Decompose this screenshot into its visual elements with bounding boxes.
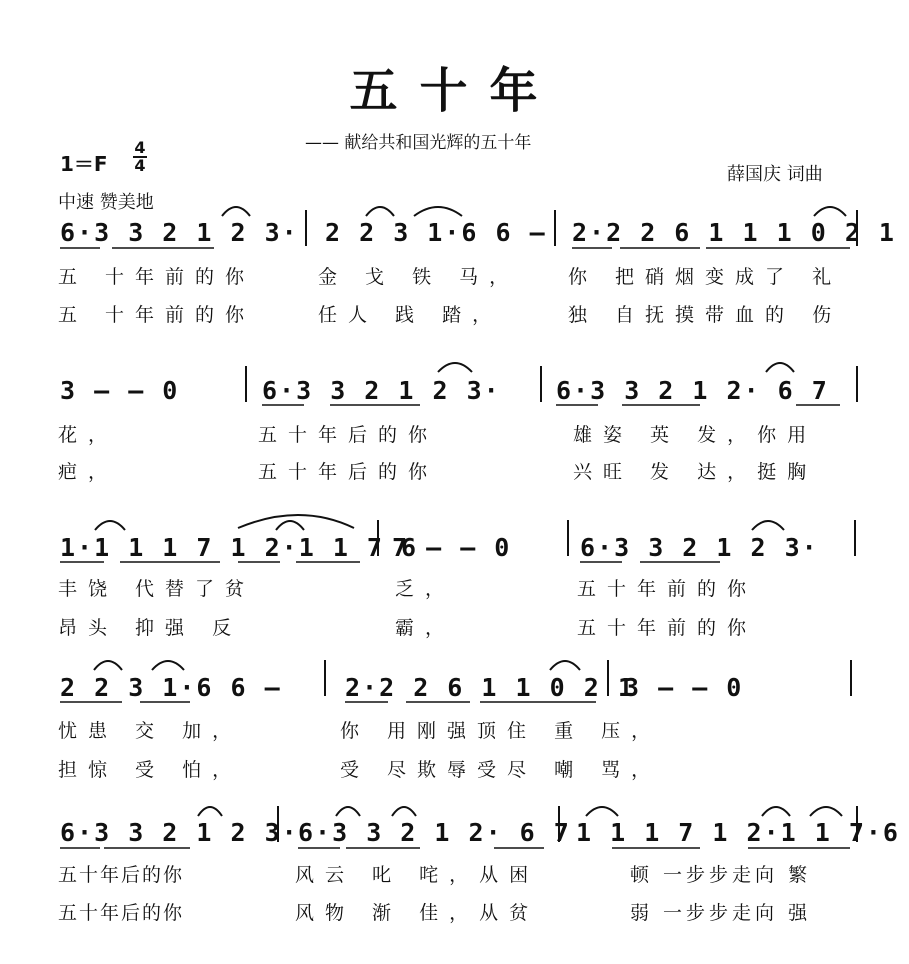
- lyric-line: 昂头 抑强 反: [58, 617, 243, 639]
- note-measure: 6·3 3 2 1 2 3·: [580, 533, 819, 562]
- lyric-line: 霸，: [395, 617, 456, 639]
- tie-mark: [366, 207, 394, 216]
- lyric-line: 担惊 受 怕，: [58, 759, 243, 781]
- note-measure: 6·3 3 2 1 2· 6 7: [298, 818, 571, 847]
- lyric-line: 兴旺 发 达，挺胸: [573, 461, 818, 483]
- lyric-line: 金 戈 铁 马，: [318, 266, 520, 288]
- song-subtitle: —— 献给共和国光辉的五十年: [305, 133, 532, 153]
- lyric-line: 你 用刚强顶住 重 压，: [340, 720, 662, 742]
- tie-mark: [198, 807, 222, 816]
- lyric-line: 受 尽欺辱受尽 嘲 骂，: [340, 759, 662, 781]
- lyric-line: 五 十年前的你: [58, 266, 256, 288]
- note-measure: 1·1 1 1 7 1 2·1 1 7 6: [60, 533, 419, 562]
- note-measure: 6·3 3 2 1 2 3·: [60, 218, 299, 247]
- song-title: 五十年: [349, 63, 560, 119]
- note-measure: 2·2 2 6 1 1 1 0 2 1: [572, 218, 896, 247]
- lyric-line: 花，: [58, 424, 119, 446]
- note-measure: 6·3 3 2 1 2 3·: [60, 818, 299, 847]
- lyric-line: 你 把硝烟变成了 礼: [568, 266, 843, 288]
- time-signature-bottom: 4: [134, 156, 146, 175]
- note-measure: 2·2 2 6 1 1 0 2 1: [345, 673, 635, 702]
- lyric-line: 五 十年前的你: [58, 304, 256, 326]
- tie-mark: [222, 207, 250, 216]
- tie-mark: [814, 207, 846, 216]
- lyric-line: 任人 践 踏，: [318, 304, 503, 326]
- lyric-line: 风云 叱 咤，从困: [295, 864, 540, 886]
- lyric-line: 五十年后的你: [58, 902, 185, 924]
- tempo-marking: 中速 赞美地: [58, 192, 154, 213]
- tie-mark: [238, 515, 354, 528]
- tie-mark: [414, 207, 462, 216]
- time-signature-top: 4: [134, 138, 146, 157]
- lyric-line: 丰饶 代替了贫: [58, 578, 256, 600]
- lyric-line: 五十年后的你: [258, 424, 439, 446]
- note-measure: 3 – – 0: [624, 673, 744, 702]
- note-measure: 7 – – 0: [392, 533, 512, 562]
- tie-mark: [752, 521, 784, 530]
- lyric-line: 独 自抚摸带血的 伤: [568, 304, 843, 326]
- lyric-line: 乏，: [395, 578, 456, 600]
- tie-mark: [550, 661, 580, 670]
- note-measure: 2 2 3 1·6 6 –: [60, 673, 282, 702]
- tie-mark: [276, 521, 304, 530]
- tie-mark: [392, 807, 416, 816]
- note-measure: 6·3 3 2 1 2 3·: [262, 376, 501, 405]
- lyric-line: 忧患 交 加，: [58, 720, 243, 742]
- author-credit: 薛国庆 词曲: [727, 164, 823, 185]
- tie-mark: [438, 363, 472, 372]
- tie-mark: [94, 661, 122, 670]
- tie-mark: [766, 363, 794, 372]
- lyric-line: 五十年前的你: [577, 617, 758, 639]
- key-signature: 1＝F: [60, 152, 108, 176]
- tie-mark: [586, 807, 618, 816]
- note-measure: 3 – – 0: [60, 376, 180, 405]
- lyric-line: 五十年前的你: [577, 578, 758, 600]
- lyric-line: 五十年后的你: [258, 461, 439, 483]
- note-measure: 6·3 3 2 1 2· 6 7: [556, 376, 829, 405]
- tie-mark: [810, 807, 842, 816]
- tie-mark: [762, 807, 790, 816]
- lyric-line: 疤，: [58, 461, 119, 483]
- note-measure: 2 2 3 1·6 6 –: [325, 218, 547, 247]
- tie-mark: [336, 807, 360, 816]
- note-measure: 1 1 1 7 1 2·1 1 7·6: [576, 818, 900, 847]
- lyric-line: 顿 一步步走向 繁: [630, 864, 812, 886]
- lyric-line: 雄姿 英 发，你用: [573, 424, 818, 446]
- tie-mark: [152, 661, 184, 670]
- tie-mark: [95, 521, 125, 530]
- lyric-line: 风物 渐 佳，从贫: [295, 902, 540, 924]
- lyric-line: 弱 一步步走向 强: [630, 902, 812, 924]
- lyric-line: 五十年后的你: [58, 864, 185, 886]
